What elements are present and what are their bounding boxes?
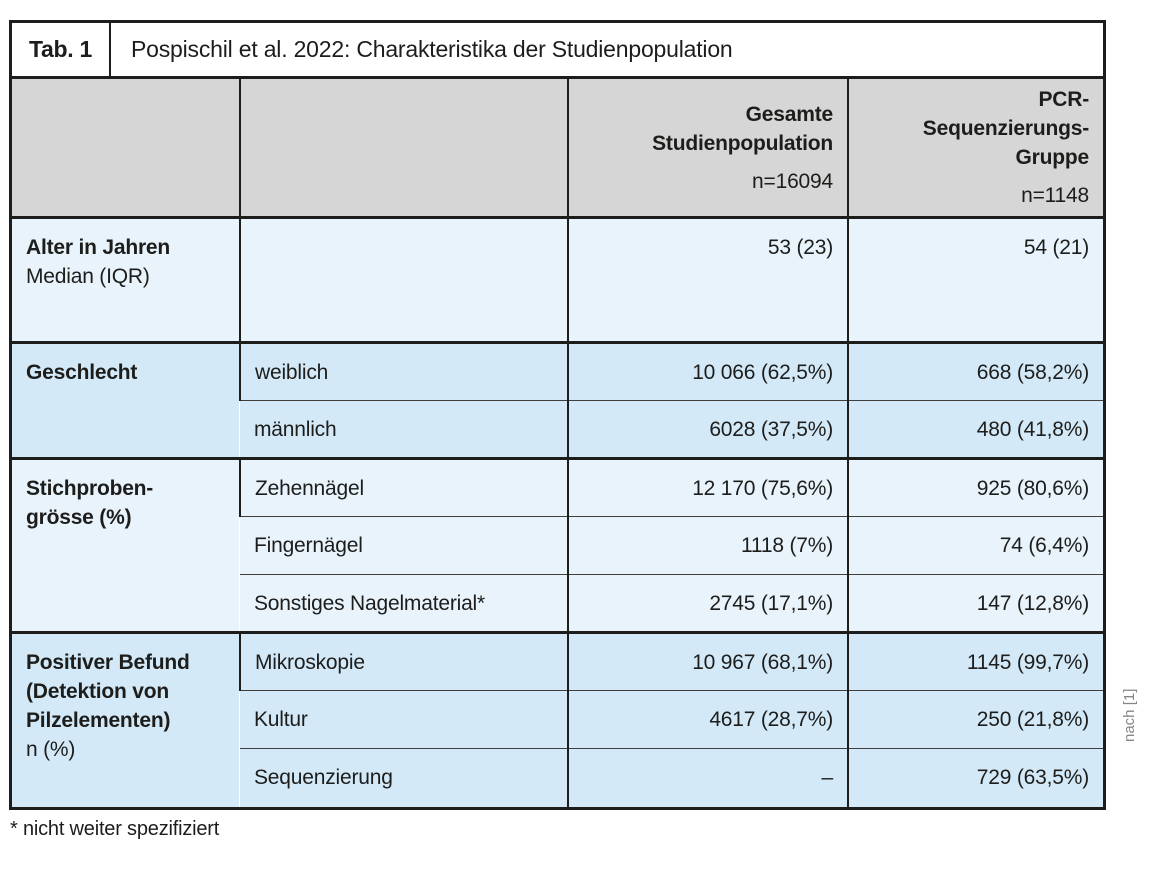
sub-label-fingernaegel: Fingernägel bbox=[240, 517, 568, 575]
col-header-total-line1: Gesamte bbox=[745, 102, 833, 126]
row-weiblich bbox=[12, 343, 1103, 401]
row-label-stichprobe-line1: Stichproben- bbox=[26, 477, 154, 500]
row-label-alter-sub: Median (IQR) bbox=[26, 265, 150, 288]
row-label-alter bbox=[12, 218, 240, 343]
value-weiblich-total: 10 066 (62,5%) bbox=[568, 343, 848, 401]
row-label-geschlecht bbox=[12, 343, 240, 459]
col-header-total bbox=[568, 79, 848, 218]
sub-label-kultur: Kultur bbox=[240, 691, 568, 749]
value-kultur-pcr: 250 (21,8%) bbox=[848, 691, 1103, 749]
sub-label-sequenzierung: Sequenzierung bbox=[240, 749, 568, 807]
row-mikroskopie bbox=[12, 633, 1103, 691]
sub-label-zehennaegel: Zehennägel bbox=[240, 459, 568, 517]
header-empty-cell-2 bbox=[240, 79, 568, 218]
sub-label-mikroskopie: Mikroskopie bbox=[240, 633, 568, 691]
value-alter-pcr: 54 (21) bbox=[848, 218, 1103, 343]
row-alter bbox=[12, 218, 1103, 343]
sub-label-sonstiges: Sonstiges Nagelmaterial* bbox=[240, 575, 568, 633]
value-sequenzierung-pcr: 729 (63,5%) bbox=[848, 749, 1103, 807]
col-header-pcr-line1: PCR- bbox=[1038, 88, 1089, 111]
col-header-total-line2: Studienpopulation bbox=[652, 131, 833, 155]
row-label-geschlecht-bold: Geschlecht bbox=[26, 361, 138, 384]
col-header-pcr-n: n=1148 bbox=[1021, 184, 1089, 207]
value-fingernaegel-pcr: 74 (6,4%) bbox=[848, 517, 1103, 575]
row-zehennaegel bbox=[12, 459, 1103, 517]
sub-label-weiblich: weiblich bbox=[240, 343, 568, 401]
row-label-befund-sub: n (%) bbox=[26, 738, 76, 761]
value-weiblich-pcr: 668 (58,2%) bbox=[848, 343, 1103, 401]
source-note: nach [1] bbox=[1121, 688, 1138, 742]
value-sequenzierung-total: – bbox=[568, 749, 848, 807]
tab-number: Tab. 1 bbox=[12, 23, 111, 76]
title-bar bbox=[12, 23, 1103, 79]
col-header-pcr bbox=[848, 79, 1103, 218]
value-sonstiges-total: 2745 (17,1%) bbox=[568, 575, 848, 633]
col-header-pcr-line3: Gruppe bbox=[1015, 146, 1089, 169]
row-label-befund bbox=[12, 633, 240, 807]
value-sonstiges-pcr: 147 (12,8%) bbox=[848, 575, 1103, 633]
col-header-total-n: n=16094 bbox=[752, 169, 833, 193]
header-empty-cell-1 bbox=[12, 79, 240, 218]
value-fingernaegel-total: 1118 (7%) bbox=[568, 517, 848, 575]
row-label-befund-line3: Pilzelementen) bbox=[26, 709, 171, 732]
row-label-befund-line1: Positiver Befund bbox=[26, 651, 190, 674]
table-title: Pospischil et al. 2022: Charakteristika der Studienpopulation bbox=[131, 36, 733, 62]
value-mikroskopie-total: 10 967 (68,1%) bbox=[568, 633, 848, 691]
row-label-stichprobe-line2: grösse (%) bbox=[26, 506, 132, 529]
table-figure bbox=[9, 20, 1106, 810]
sub-label-maennlich: männlich bbox=[240, 401, 568, 459]
footnote: * nicht weiter spezifiziert bbox=[10, 818, 220, 840]
column-header-row bbox=[12, 79, 1103, 218]
value-maennlich-pcr: 480 (41,8%) bbox=[848, 401, 1103, 459]
col-header-pcr-line2: Sequenzierungs- bbox=[922, 117, 1089, 140]
value-zehennaegel-pcr: 925 (80,6%) bbox=[848, 459, 1103, 517]
characteristics-table bbox=[12, 79, 1103, 807]
value-alter-total: 53 (23) bbox=[568, 218, 848, 343]
value-zehennaegel-total: 12 170 (75,6%) bbox=[568, 459, 848, 517]
sub-label-empty bbox=[240, 218, 568, 343]
value-kultur-total: 4617 (28,7%) bbox=[568, 691, 848, 749]
row-label-stichprobe bbox=[12, 459, 240, 633]
value-maennlich-total: 6028 (37,5%) bbox=[568, 401, 848, 459]
value-mikroskopie-pcr: 1145 (99,7%) bbox=[848, 633, 1103, 691]
row-label-befund-line2: (Detektion von bbox=[26, 680, 170, 703]
row-label-alter-bold: Alter in Jahren bbox=[26, 236, 171, 259]
